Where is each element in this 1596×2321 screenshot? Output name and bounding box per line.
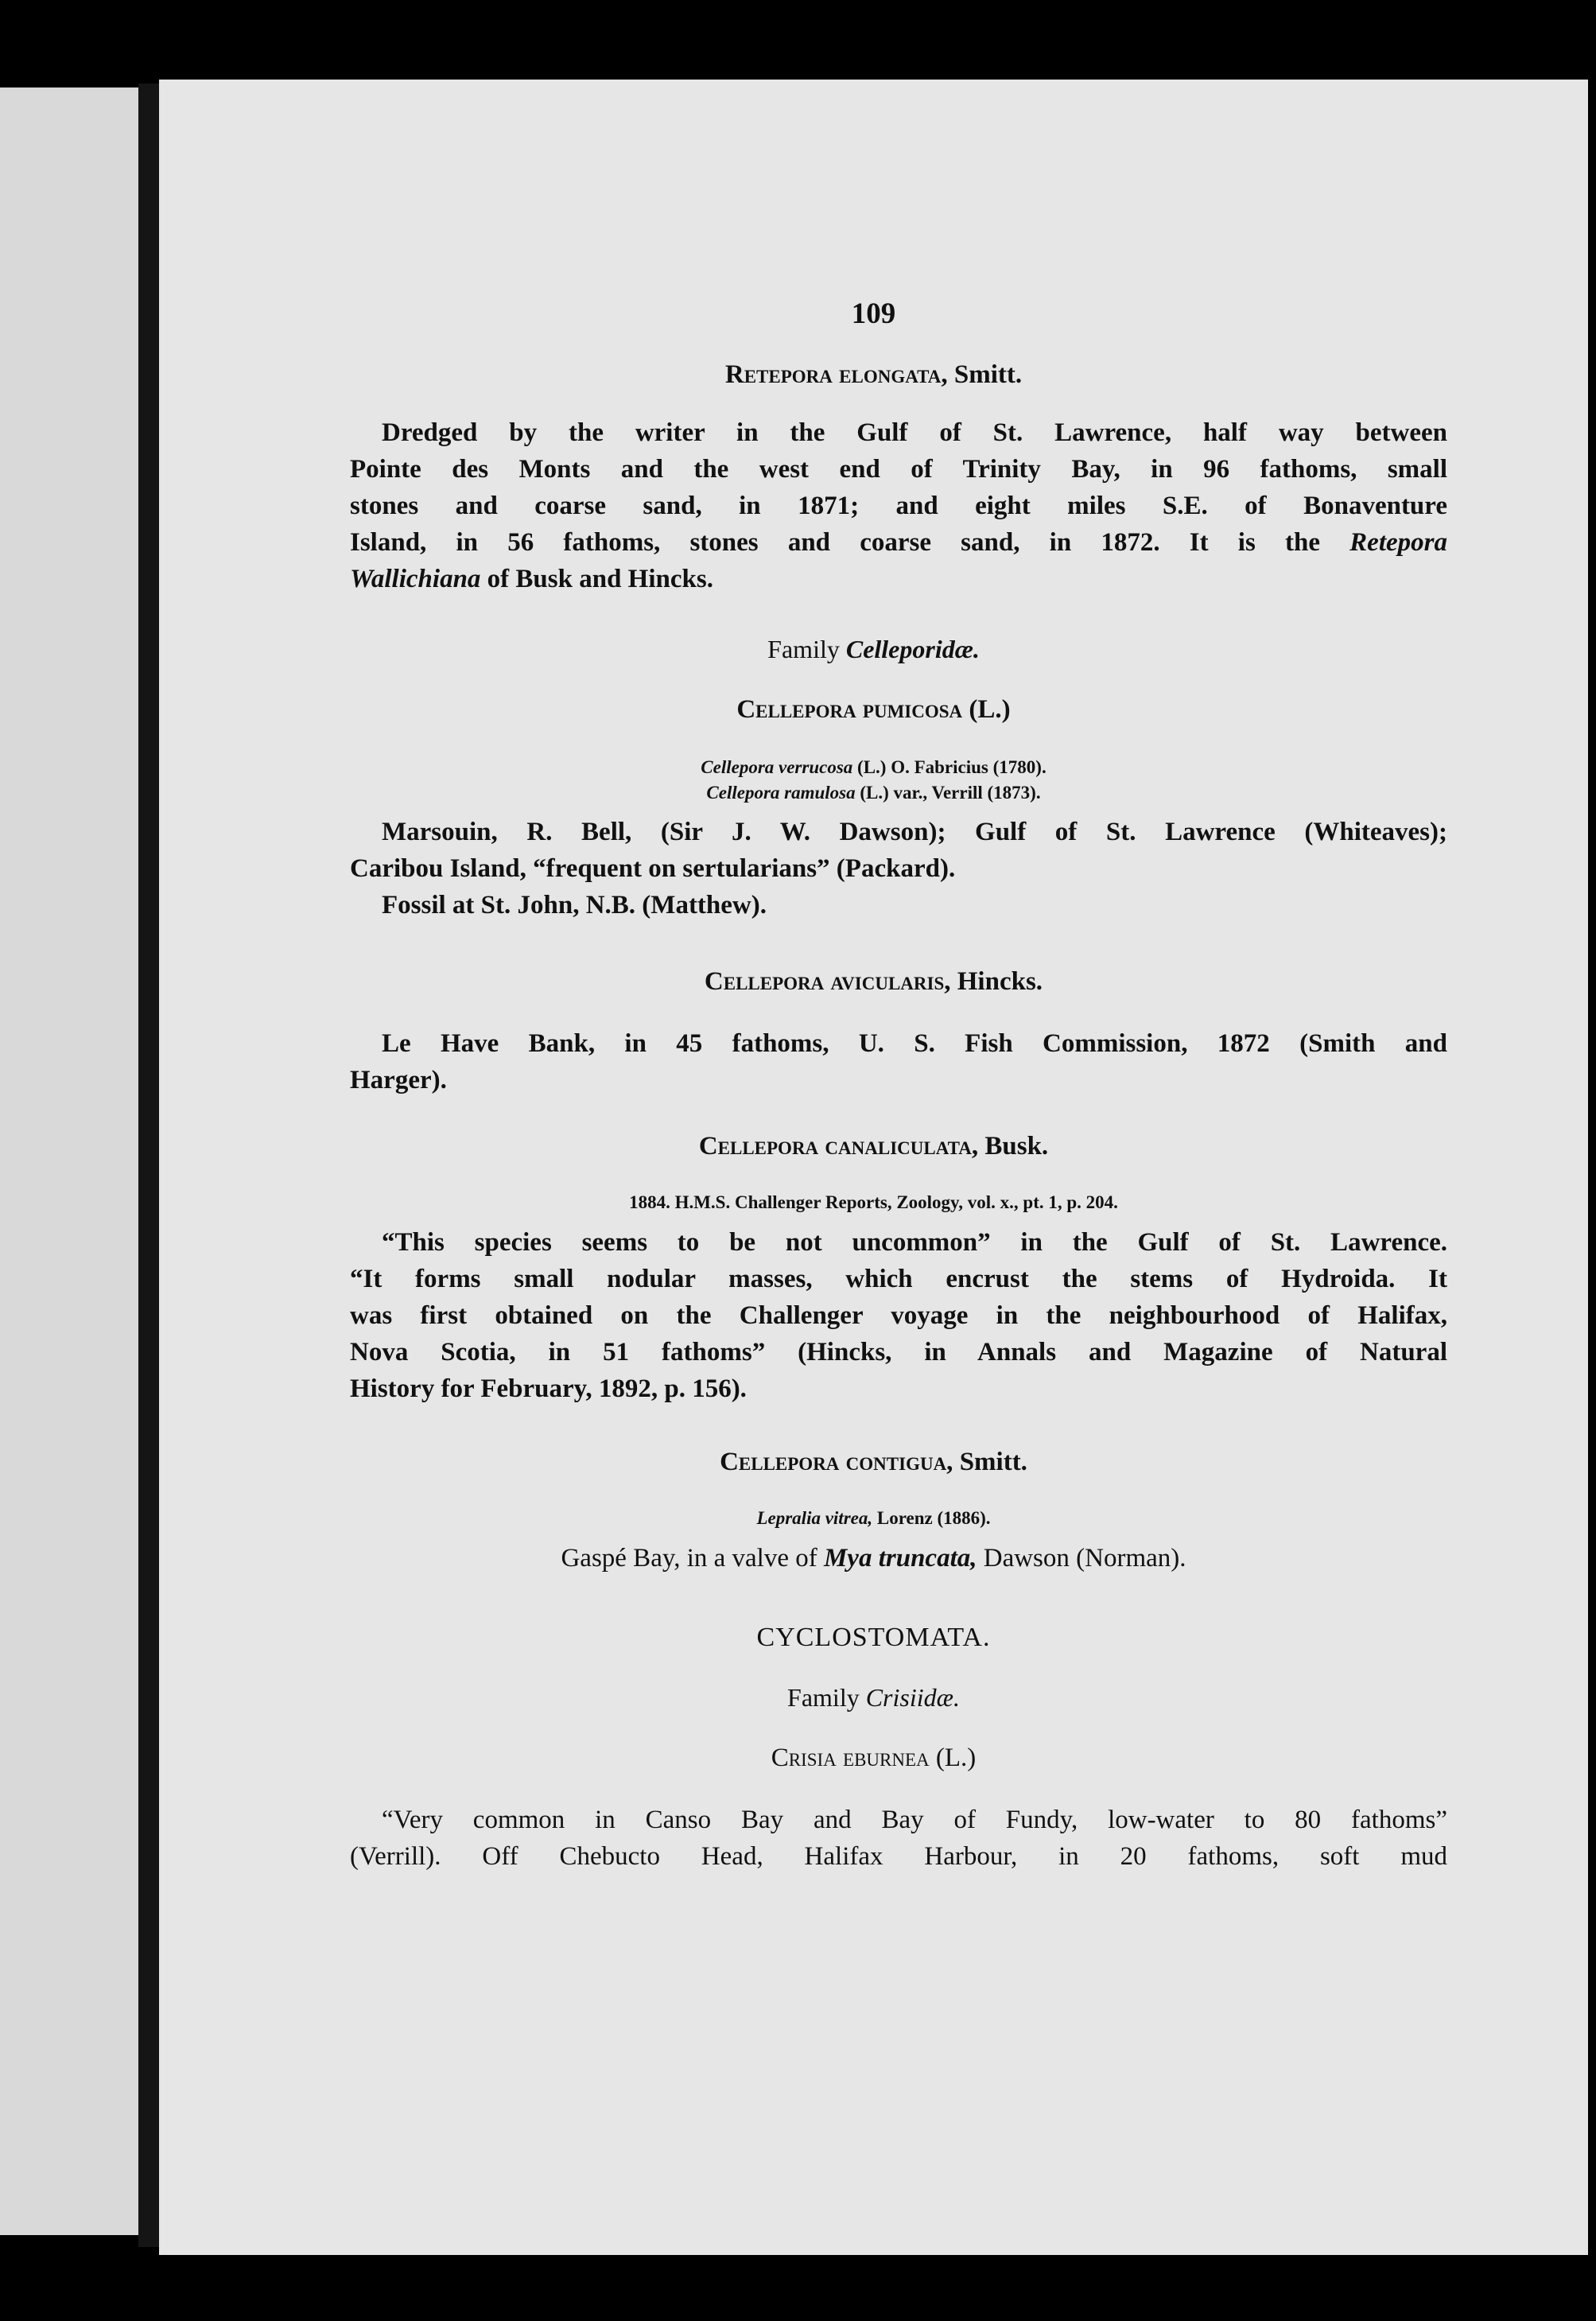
synonym-line: Cellepora verrucosa (L.) O. Fabricius (1780). xyxy=(701,757,1047,777)
family-heading: Family Celleporidæ. xyxy=(767,635,980,663)
paragraph-line: Gaspé Bay, in a valve of Mya truncata, Dawson (Norman). xyxy=(561,1544,1186,1573)
paragraph-line: Caribou Island, “frequent on sertularians” (Packard). xyxy=(350,854,956,883)
paragraph-line: Harger). xyxy=(350,1066,447,1094)
order-heading: CYCLOSTOMATA. xyxy=(756,1623,991,1652)
paragraph-line: Pointe des Monts and the west end of Trinity Bay, in 96 fathoms, small xyxy=(350,455,1447,484)
paragraph-line: Le Have Bank, in 45 fathoms, U. S. Fish Commission, 1872 (Smith and xyxy=(382,1029,1447,1058)
paragraph-line: Fossil at St. John, N.B. (Matthew). xyxy=(382,891,767,919)
adjacent-page-edge xyxy=(0,87,142,2235)
paragraph-line: stones and coarse sand, in 1871; and eight miles S.E. of Bonaventure xyxy=(350,492,1447,520)
species-heading-crisia: Crisia eburnea (L.) xyxy=(771,1744,977,1772)
paragraph-line: Dredged by the writer in the Gulf of St. Lawrence, half way between xyxy=(382,418,1447,447)
paragraph-line: was first obtained on the Challenger voyage in the neighbourhood of Halifax, xyxy=(350,1301,1447,1330)
synonym-line: Lepralia vitrea, Lorenz (1886). xyxy=(756,1508,991,1528)
species-heading-pumicosa: Cellepora pumicosa (L.) xyxy=(736,695,1011,724)
paragraph-line: “It forms small nodular masses, which encrust the stems of Hydroida. It xyxy=(350,1265,1447,1293)
paragraph-line: (Verrill). Off Chebucto Head, Halifax Harbour, in 20 fathoms, soft mud xyxy=(350,1842,1447,1871)
paragraph-line: “This species seems to be not uncommon” in the Gulf of St. Lawrence. xyxy=(382,1228,1447,1257)
page-number: 109 xyxy=(851,297,896,330)
book-spine xyxy=(138,84,159,2247)
paragraph-line: Island, in 56 fathoms, stones and coarse sand, in 1872. It is the Retepora xyxy=(350,528,1447,557)
reference-line: 1884. H.M.S. Challenger Reports, Zoology, vol. x., pt. 1, p. 204. xyxy=(629,1192,1118,1212)
paragraph-line: “Very common in Canso Bay and Bay of Fundy, low-water to 80 fathoms” xyxy=(382,1806,1447,1834)
paragraph-line: Marsouin, R. Bell, (Sir J. W. Dawson); Gulf of St. Lawrence (Whiteaves); xyxy=(382,818,1447,846)
paragraph-line: Nova Scotia, in 51 fathoms” (Hincks, in Annals and Magazine of Natural xyxy=(350,1338,1447,1367)
family-heading: Family Crisiidæ. xyxy=(787,1683,960,1712)
species-heading-retepora: Retepora elongata, Smitt. xyxy=(724,360,1023,389)
synonym-line: Cellepora ramulosa (L.) var., Verrill (1873). xyxy=(706,783,1041,803)
paragraph-line: Wallichiana of Busk and Hincks. xyxy=(350,565,713,593)
document-page xyxy=(159,80,1588,2255)
species-heading-avicularis: Cellepora avicularis, Hincks. xyxy=(704,967,1043,996)
species-heading-canaliculata: Cellepora canaliculata, Busk. xyxy=(698,1132,1049,1160)
paragraph-line: History for February, 1892, p. 156). xyxy=(350,1374,747,1403)
species-heading-contigua: Cellepora contigua, Smitt. xyxy=(720,1448,1027,1476)
